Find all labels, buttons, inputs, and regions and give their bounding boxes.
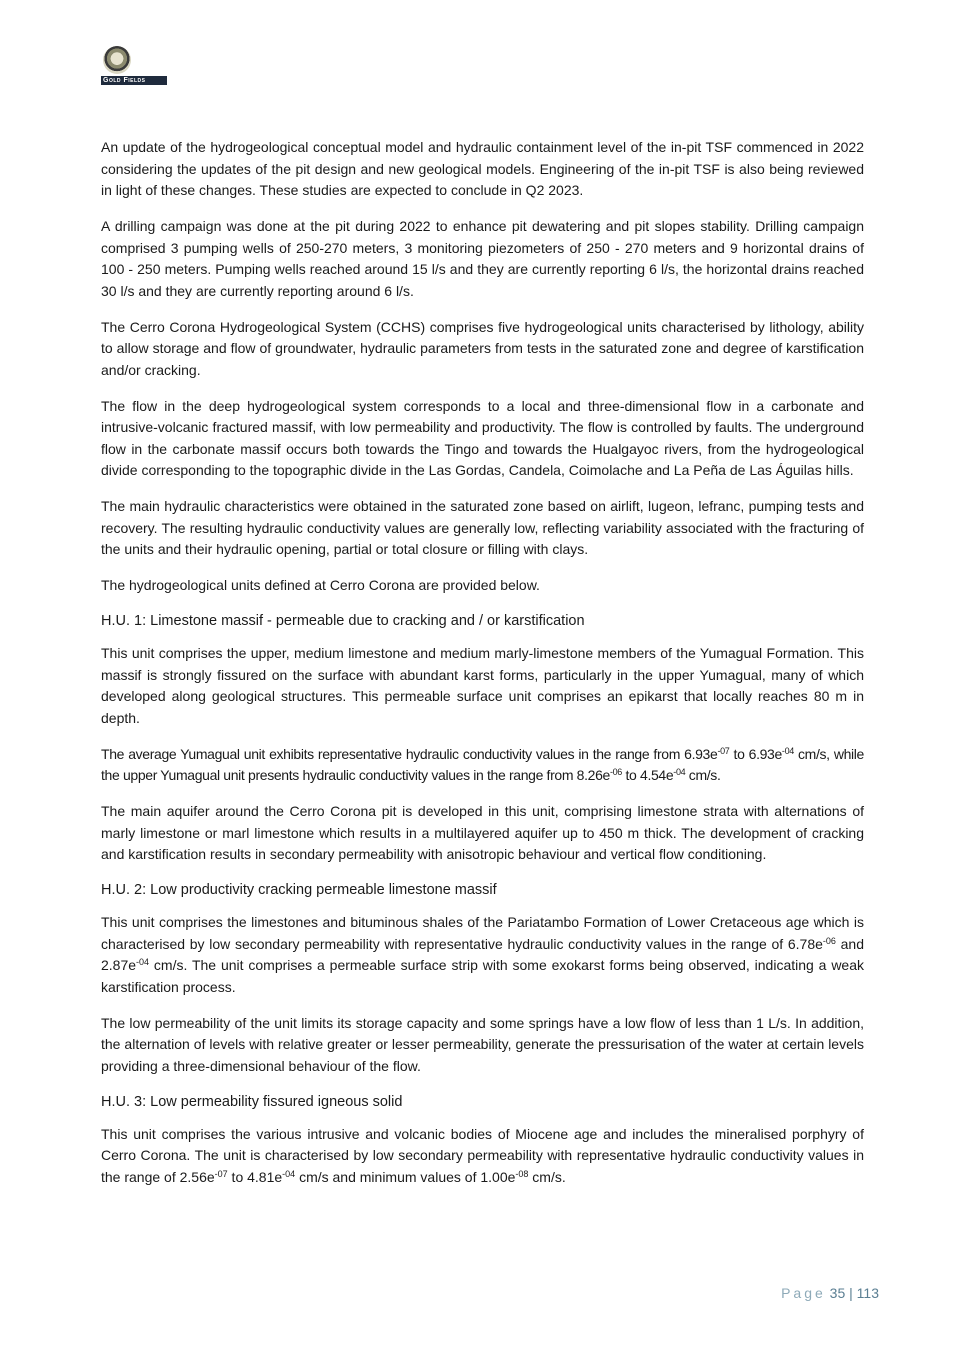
gold-fields-logo: [101, 46, 169, 88]
logo-text: Gold Fields: [103, 77, 146, 84]
paragraph: An update of the hydrogeological conceptual model and hydraulic containment level of the in-pit TSF commenced in 2022 considering the updates of the pit design and new geological models. Engineering of the in-pit TSF is also being reviewed in light of these changes. These studies are expected to conclude in Q2 2023.: [101, 139, 864, 198]
page-separator: |: [849, 1285, 853, 1301]
total-pages: 113: [856, 1285, 879, 1301]
paragraph: A drilling campaign was done at the pit during 2022 to enhance pit dewatering and pit slopes stability. Drilling campaign comprised 3 pumping wells of 250-270 meters, 3 monitoring piezometers of 250 - 270 meters and 9 horizontal drains of 100 - 250 meters. Pumping wells reached around 15 l/s and they are currently reporting 6 l/s, the horizontal drains reached 30 l/s and they are currently reporting around 6 l/s.: [101, 218, 864, 299]
crest-icon: [103, 46, 131, 74]
paragraph-conductivity-hu2: This unit comprises the limestones and bituminous shales of the Pariatambo Formation of Lower Cretaceous age which is characterised by low secondary permeability with representative hydraulic conductivity values in the range of $6.78e^{-06}$ and $2.87e^{-04}$ cm/s. The unit comprises a permeable surface strip with some exokarst forms being observed, indicating a weak karstification process.: [101, 914, 864, 995]
paragraph-conductivity-hu3: This unit comprises the various intrusive and volcanic bodies of Miocene age and includes the mineralised porphyry of Cerro Corona. The unit is characterised by low secondary permeability with representative hydraulic conductivity values in the range of $2.56e^{-07}$ to $4.81e^{-04}$ cm/s and minimum values of $1.00e^{-08}$ cm/s.: [101, 1125, 864, 1185]
paragraph: The main hydraulic characteristics were obtained in the saturated zone based on airlift, lugeon, lefranc, pumping tests and recovery. The resulting hydraulic conductivity values are generally low, reflecting variability associated with the fracturing of the units and their hydraulic opening, partial or total closure or filling with clays.: [101, 498, 864, 557]
section-heading-hu1: H.U. 1: Limestone massif - permeable due to cracking and / or karstification: [101, 613, 585, 629]
paragraph: This unit comprises the upper, medium limestone and medium marly-limestone members of the Yumagual Formation. This massif is strongly fissured on the surface with abundant karst forms, particularly in the upper Yumagual, many of which developed along geological structures. This permeable surface unit comprises an epikarst that locally reaches 80 m in depth.: [101, 645, 864, 726]
paragraph: The Cerro Corona Hydrogeological System (CCHS) comprises five hydrogeological units characterised by lithology, ability to allow storage and flow of groundwater, hydraulic parameters from tests in the saturated zone and degree of karstification and/or cracking.: [101, 318, 864, 378]
paragraph: The low permeability of the unit limits its storage capacity and some springs have a low flow of less than 1 L/s. In addition, the alternation of levels with relative greater or lesser permeability, generate the pressurisation of the water at certain levels providing a three-dimensional behaviour of the flow.: [101, 1014, 864, 1074]
page-number: 35: [829, 1285, 846, 1301]
paragraph-conductivity-hu1: The average Yumagual unit exhibits representative hydraulic conductivity values in the range from $6.93e^{-07}$ to $6.93e^{-04}$ cm/s, while the upper Yumagual unit presents hydraulic conductivity values in the range from $8.26e^{-06}$ to $4.54e^{-04}$ cm/s.: [101, 745, 864, 783]
paragraph: The hydrogeological units defined at Cerro Corona are provided below.: [101, 577, 540, 593]
paragraph: The main aquifer around the Cerro Corona pit is developed in this unit, comprising limestone strata with alternations of marly limestone or marl limestone which results in a multilayered aquifer up to 450 m thick. The development of cracking and karstification results in secondary permeability with anisotropic behaviour and vertical flow conditioning.: [101, 803, 864, 862]
section-heading-hu2: H.U. 2: Low productivity cracking permeable limestone massif: [101, 882, 497, 898]
page-footer: [781, 1285, 879, 1301]
paragraph: The flow in the deep hydrogeological system corresponds to a local and three-dimensional flow in a carbonate and intrusive-volcanic fractured massif, with low permeability and productivity. The flow is controlled by faults. The underground flow in the carbonate massif occurs both towards the Tingo and towards the Hualgayoc rivers, from the hydrogeological divide corresponding to the topographic divide in the Las Gordas, Candela, Coimolache and La Peña de Las Águilas hills.: [101, 397, 864, 478]
section-heading-hu3: H.U. 3: Low permeability fissured igneous solid: [101, 1093, 403, 1110]
document-body: [101, 137, 864, 1203]
page-label: Page: [781, 1285, 826, 1301]
